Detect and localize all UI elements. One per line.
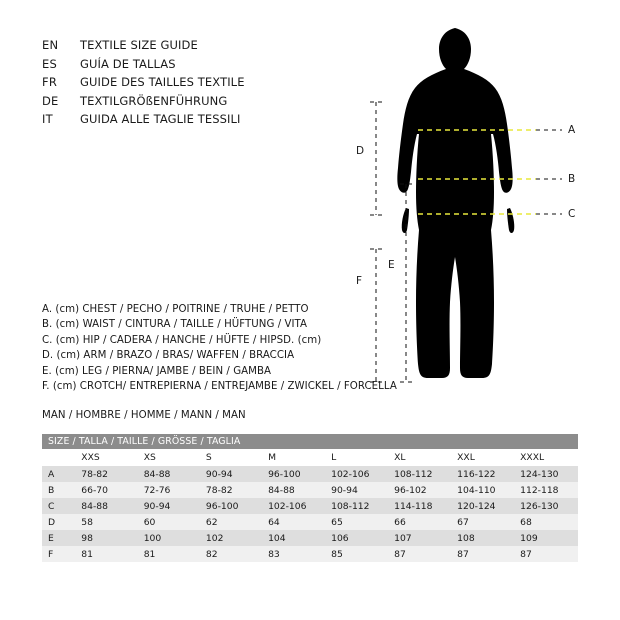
cell: 116-122: [451, 466, 514, 482]
table-title: SIZE / TALLA / TAILLE / GRÖSSE / TAGLIA: [42, 434, 578, 449]
cell: 96-102: [388, 482, 451, 498]
language-row: [42, 38, 372, 57]
cell: 65: [325, 514, 388, 530]
column-header: XS: [138, 449, 200, 466]
table-row: [42, 482, 578, 498]
cell: 96-100: [200, 498, 262, 514]
marker-a: A: [568, 124, 576, 136]
cell: 90-94: [325, 482, 388, 498]
language-title: GUIDA ALLE TAGLIE TESSILI: [80, 112, 241, 126]
language-code: EN: [42, 38, 59, 52]
legend-item: D. (cm) ARM / BRAZO / BRAS/ WAFFEN / BRACCIA: [42, 350, 295, 362]
gender-label: MAN / HOMBRE / HOMME / MANN / MAN: [42, 410, 246, 421]
cell: 87: [388, 546, 451, 562]
table-header-row: [42, 449, 578, 466]
table-row: [42, 466, 578, 482]
table-row: [42, 546, 578, 562]
language-title-block: [42, 38, 372, 131]
cell: 90-94: [138, 498, 200, 514]
language-title: TEXTILE SIZE GUIDE: [80, 38, 198, 52]
cell: 109: [514, 530, 578, 546]
row-label: A: [42, 466, 75, 482]
language-code: IT: [42, 112, 53, 126]
cell: 87: [451, 546, 514, 562]
table-title-row: [42, 434, 578, 449]
cell: 85: [325, 546, 388, 562]
cell: 104-110: [451, 482, 514, 498]
language-code: ES: [42, 56, 57, 71]
row-label: D: [42, 514, 75, 530]
cell: 104: [262, 530, 325, 546]
cell: 98: [75, 530, 137, 546]
legend-item: E. (cm) LEG / PIERNA/ JAMBE / BEIN / GAMBA: [42, 365, 272, 377]
table-row: [42, 498, 578, 514]
cell: 84-88: [75, 498, 137, 514]
row-label: C: [42, 498, 75, 514]
legend-item: F. (cm) CROTCH/ ENTREPIERNA / ENTREJAMBE / ZWICKEL / FORCELLA: [42, 381, 397, 393]
cell: 66-70: [75, 482, 137, 498]
row-label: B: [42, 482, 75, 498]
language-code: DE: [42, 93, 59, 108]
language-title: TEXTILGRÖßENFÜHRUNG: [80, 93, 228, 108]
cell: 102-106: [262, 498, 325, 514]
cell: 124-130: [514, 466, 578, 482]
body-figure: [340, 18, 610, 418]
table-row: [42, 530, 578, 546]
cell: 58: [75, 514, 137, 530]
language-row: [42, 112, 372, 131]
marker-f: F: [356, 275, 363, 287]
cell: 106: [325, 530, 388, 546]
language-code: FR: [42, 75, 58, 89]
column-header: XXS: [75, 449, 137, 466]
cell: 84-88: [262, 482, 325, 498]
cell: 68: [514, 514, 578, 530]
language-row: [42, 94, 372, 113]
table-row: [42, 514, 578, 530]
column-header: XL: [388, 449, 451, 466]
cell: 126-130: [514, 498, 578, 514]
column-header: [42, 449, 75, 466]
row-label: F: [42, 546, 75, 562]
cell: 81: [75, 546, 137, 562]
row-label: E: [42, 530, 75, 546]
cell: 108: [451, 530, 514, 546]
cell: 87: [514, 546, 578, 562]
marker-e: E: [388, 259, 395, 271]
cell: 100: [138, 530, 200, 546]
marker-c: C: [568, 208, 576, 220]
marker-b: B: [568, 173, 576, 185]
cell: 82: [200, 546, 262, 562]
cell: 96-100: [262, 466, 325, 482]
column-header: XXXL: [514, 449, 578, 466]
cell: 107: [388, 530, 451, 546]
column-header: XXL: [451, 449, 514, 466]
legend-item: A. (cm) CHEST / PECHO / POITRINE / TRUHE / PETTO: [42, 304, 309, 315]
language-row: [42, 75, 372, 94]
cell: 120-124: [451, 498, 514, 514]
cell: 112-118: [514, 482, 578, 498]
language-title: GUÍA DE TALLAS: [80, 56, 176, 71]
cell: 102-106: [325, 466, 388, 482]
cell: 90-94: [200, 466, 262, 482]
size-table: [42, 434, 578, 562]
marker-d: D: [356, 145, 365, 157]
cell: 66: [388, 514, 451, 530]
male-silhouette: [397, 28, 514, 378]
cell: 83: [262, 546, 325, 562]
cell: 64: [262, 514, 325, 530]
cell: 102: [200, 530, 262, 546]
language-row: [42, 57, 372, 76]
cell: 114-118: [388, 498, 451, 514]
legend-item: B. (cm) WAIST / CINTURA / TAILLE / HÜFTUNG / VITA: [42, 319, 308, 331]
cell: 84-88: [138, 466, 200, 482]
column-header: M: [262, 449, 325, 466]
cell: 108-112: [325, 498, 388, 514]
column-header: S: [200, 449, 262, 466]
language-title: GUIDE DES TAILLES TEXTILE: [80, 75, 245, 89]
cell: 78-82: [75, 466, 137, 482]
column-header: L: [325, 449, 388, 466]
legend-item: C. (cm) HIP / CADERA / HANCHE / HÜFTE / HIPSD. (cm): [42, 334, 322, 346]
cell: 78-82: [200, 482, 262, 498]
cell: 72-76: [138, 482, 200, 498]
cell: 62: [200, 514, 262, 530]
cell: 108-112: [388, 466, 451, 482]
cell: 60: [138, 514, 200, 530]
cell: 81: [138, 546, 200, 562]
cell: 67: [451, 514, 514, 530]
